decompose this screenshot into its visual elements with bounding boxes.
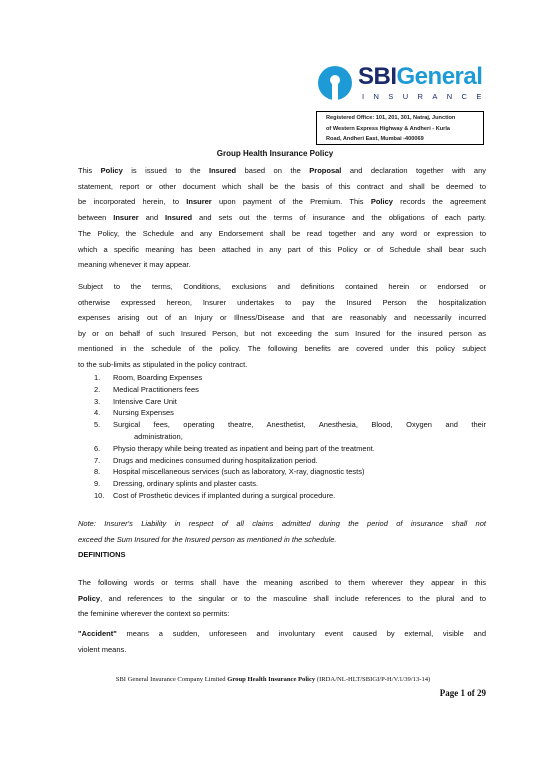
policy-schedule-paragraph: The Policy, the Schedule and any Endorsement shall be read together and any word or expression to which a specific meaning has been attached in any part of this Policy or of Schedule shall bear such meaning whenever it may appear.	[78, 229, 486, 269]
list-item: 8. Hospital miscellaneous services (such as laboratory, X-ray, diagnostic tests)	[94, 467, 365, 477]
list-item: 5. Surgical fees, operating theatre, Anesthetist, Anesthesia, Blood, Oxygen and their administration,	[94, 420, 486, 441]
definitions-intro: The following words or terms shall have the meaning ascribed to them wherever they appear in this Policy, and references to the singular or to the masculine shall include references to the plural and to the feminine wherever the context so permits:	[78, 578, 486, 618]
benefits-list	[94, 372, 486, 502]
coverage-paragraph: Subject to the terms, Conditions, exclusions and definitions contained herein or endorsed or otherwise expressed hereon, Insurer undertakes to pay the Insured Person the hospitalization expenses arising out of an Injury or Illness/Disease and that are reasonably and necessarily incurred by or on behalf of such Insured Person, but not exceeding the sum Insured for the insured person as mentioned in the schedule of the policy. The following benefits are covered under this policy subject to the sub-limits as stipulated in the policy contract.	[78, 282, 486, 369]
list-item: 9. Dressing, ordinary splints and plaster casts.	[94, 479, 259, 489]
intro-paragraph: This Policy is issued to the Insured based on the Proposal and declaration together with any statement, report or other document which shall be the basis of this contract and shall be deemed to be incorporated herein, to Insurer upon payment of the Premium. This Policy records the agreement between Insurer and Insured and sets out the terms of insurance and the obligations of each party.	[78, 166, 487, 222]
list-item: 4. Nursing Expenses	[94, 408, 174, 418]
list-item: 7. Drugs and medicines consumed during hospitalization period.	[94, 455, 318, 465]
page-number: Page 1 of 29	[439, 688, 486, 698]
sbi-general-logo	[318, 63, 491, 106]
registered-office-box: Registered Office: 101, 201, 301, Natraj, Junction of Western Express Highway & Andheri - Kurla Road, Andheri East, Mumbai -400069	[316, 111, 484, 145]
liability-note: Note: Insurer's Liability in respect of all claims admitted during the period of insurance shall not exceed the Sum Insured for the Insured person as mentioned in the schedule.	[78, 519, 486, 544]
accident-definition: "Accident" means a sudden, unforeseen and involuntary event caused by external, visible and violent means.	[78, 629, 486, 654]
list-item: 2. Medical Practitioners fees	[94, 384, 199, 394]
logo-subtitle: INSURANCE	[362, 92, 491, 101]
logo-brand-sbi: SBI	[358, 63, 397, 90]
list-item: 10. Cost of Prosthetic devices if implanted during a surgical procedure.	[94, 490, 336, 500]
document-title: Group Health Insurance Policy	[216, 149, 334, 158]
logo-brand-general: General	[396, 63, 483, 90]
list-item: 1. Room, Boarding Expenses	[94, 373, 203, 382]
list-item: 3. Intensive Care Unit	[94, 396, 177, 406]
list-item: 6. Physio therapy while being treated as inpatient and being part of the treatment.	[94, 443, 375, 453]
page-footer: SBI General Insurance Company Limited Group Health Insurance Policy (IRDA/NL-HLT/SBIGI/P-H/V.1/39/13-14)	[115, 676, 431, 683]
definitions-heading: DEFINITIONS	[78, 550, 126, 559]
